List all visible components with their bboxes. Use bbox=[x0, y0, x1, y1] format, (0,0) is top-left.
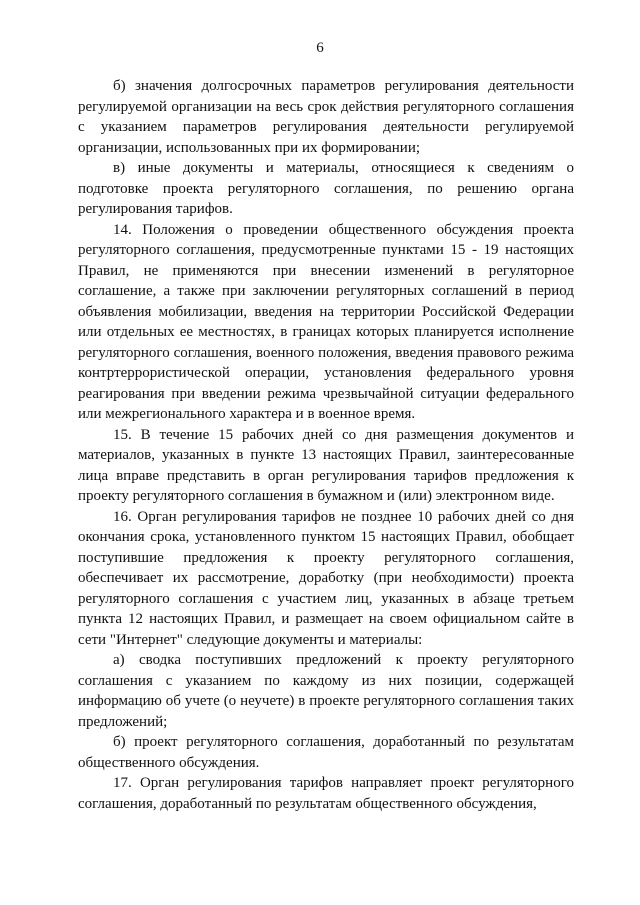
page-number: 6 bbox=[316, 40, 324, 56]
document-body bbox=[78, 76, 574, 814]
paragraph-16a: а) сводка поступивших предложений к проекту регуляторного соглашения с указанием по каждому из них позиции, содержащей информацию об учете (о неучете) в проекте регуляторного соглашения таких предложений; bbox=[78, 652, 574, 730]
paragraph-16b: б) проект регуляторного соглашения, доработанный по результатам общественного обсуждения. bbox=[78, 734, 574, 771]
paragraph-14: 14. Положения о проведении общественного обсуждения проекта регуляторного соглашения, предусмотренные пунктами 15 - 19 настоящих Правил, не применяются при внесении изменений в регуляторное соглашение, а также при заключении регуляторных соглашений в период объявления мобилизации, введения на территории Российской Федерации или отдельных ее местностях, в границах которых планируется исполнение регуляторного соглашения, военного положения, введения правового режима контртеррористической операции, установления федерального уровня реагирования при введении режима чрезвычайной ситуации федерального или межрегионального характера и в военное время. bbox=[78, 221, 574, 422]
paragraph-16: 16. Орган регулирования тарифов не позднее 10 рабочих дней со дня окончания срока, установленного пунктом 15 настоящих Правил, обобщает поступившие предложения к проекту регуляторного соглашения, обеспечивает их рассмотрение, доработку (при необходимости) проекта регуляторного соглашения с участием лиц, указанных в абзаце третьем пункта 12 настоящих Правил, и размещает на своем официальном сайте в сети "Интернет" следующие документы и материалы: bbox=[78, 508, 574, 648]
paragraph-17: 17. Орган регулирования тарифов направляет проект регуляторного соглашения, доработанный по результатам общественного обсуждения, bbox=[78, 775, 574, 812]
paragraph-13v: в) иные документы и материалы, относящиеся к сведениям о подготовке проекта регуляторного соглашения, по решению органа регулирования тарифов. bbox=[78, 160, 574, 217]
paragraph-15: 15. В течение 15 рабочих дней со дня размещения документов и материалов, указанных в пункте 13 настоящих Правил, заинтересованные лица вправе представить в орган регулирования тарифов предложения к проекту регуляторного соглашения в бумажном и (или) электронном виде. bbox=[78, 426, 574, 504]
paragraph-13b: б) значения долгосрочных параметров регулирования деятельности регулируемой организации на весь срок действия регуляторного соглашения с указанием параметров регулирования деятельности регулируемой организации, использованных при их формировании; bbox=[78, 78, 574, 156]
